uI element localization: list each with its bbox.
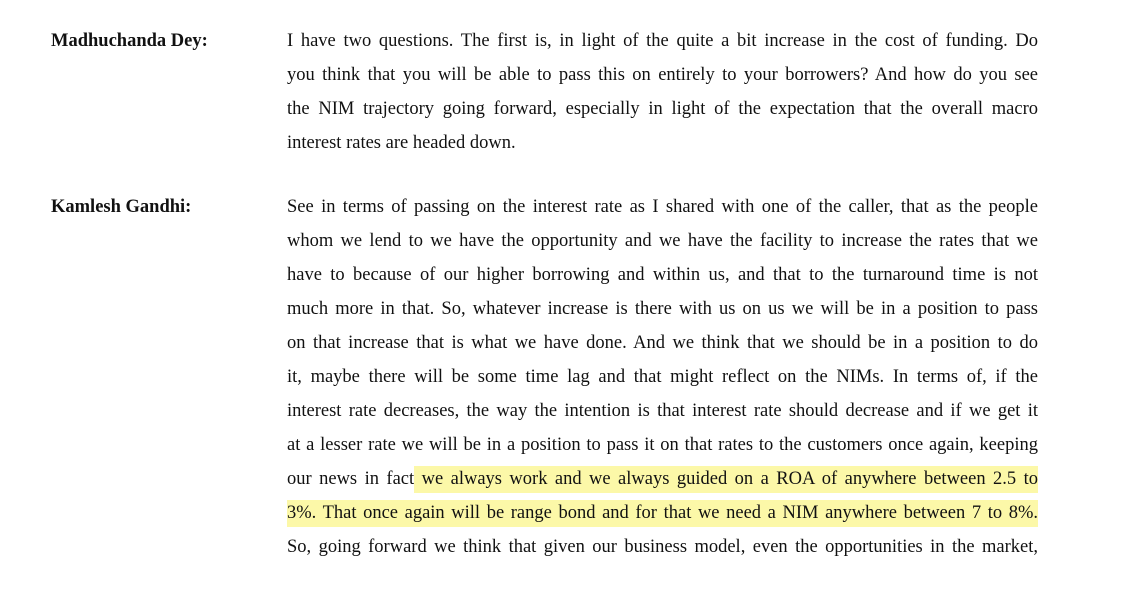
speech-line: interest rates are headed down. — [287, 133, 516, 153]
speech-line-highlight — [287, 496, 1038, 530]
speech-line: much more in that. So, whatever increase is there with us on us we will be in a position to pass — [287, 299, 1038, 319]
speech-line: interest rate decreases, the way the intention is that interest rate should decrease and if we get it — [287, 401, 1038, 421]
highlighted-text: we always work and we always guided on a ROA of anywhere between 2.5 to — [414, 466, 1038, 493]
speech-line: it, maybe there will be some time lag and that might reflect on the NIMs. In terms of, if the — [287, 367, 1038, 387]
speaker-name-madhuchanda: Madhuchanda Dey: — [51, 31, 208, 51]
speech-line: have to because of our higher borrowing and within us, and that to the turnaround time is not — [287, 265, 1038, 285]
speaker-name-kamlesh: Kamlesh Gandhi: — [51, 197, 192, 217]
speech-madhuchanda — [287, 24, 1038, 160]
speech-line: on that increase that is what we have done. And we think that we should be in a position to do — [287, 333, 1038, 353]
speech-kamlesh — [287, 190, 1038, 564]
highlighted-text: 3%. That once again will be range bond and for that we need a NIM anywhere between 7 to 8%. — [287, 500, 1038, 527]
plain-text: our news in fact — [287, 469, 415, 489]
speech-line: See in terms of passing on the interest rate as I shared with one of the caller, that as the people — [287, 197, 1038, 217]
speech-line: the NIM trajectory going forward, especially in light of the expectation that the overall macro — [287, 99, 1038, 119]
speech-line-partial-highlight — [287, 462, 1038, 496]
speech-line: you think that you will be able to pass this on entirely to your borrowers? And how do you see — [287, 65, 1038, 85]
speech-line: whom we lend to we have the opportunity and we have the facility to increase the rates that we — [287, 231, 1038, 251]
speech-line: I have two questions. The first is, in light of the quite a bit increase in the cost of funding. Do — [287, 31, 1038, 51]
speech-line: So, going forward we think that given our business model, even the opportunities in the market, — [287, 537, 1038, 557]
speech-line: at a lesser rate we will be in a position to pass it on that rates to the customers once again, keeping — [287, 435, 1038, 455]
